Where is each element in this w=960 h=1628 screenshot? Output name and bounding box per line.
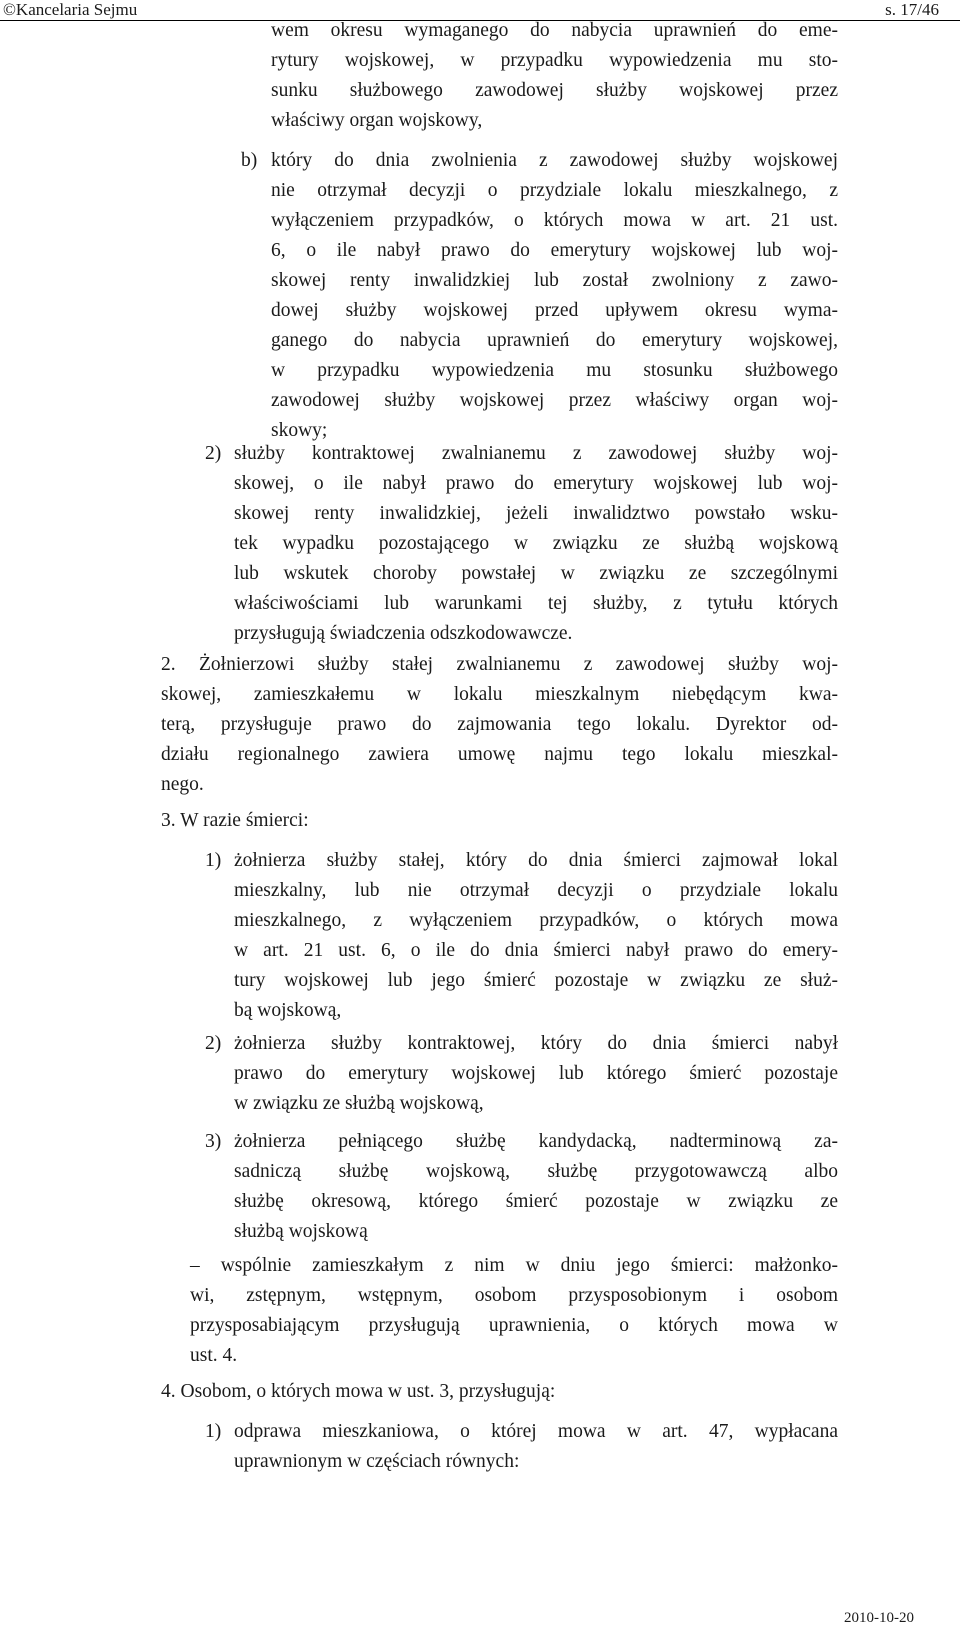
text-line: w przypadku wypowiedzenia mu stosunku służbowego bbox=[271, 360, 838, 381]
text-line: w związku ze służbą wojskową, bbox=[234, 1093, 484, 1114]
text-line: skowej renty inwalidzkiej lub został zwolniony z zawo- bbox=[271, 270, 838, 291]
text-line: służby kontraktowej zwalnianemu z zawodowej służby woj- bbox=[234, 443, 838, 464]
text-line: przysługują świadczenia odszkodowawcze. bbox=[234, 623, 573, 644]
text-line: 3. W razie śmierci: bbox=[161, 810, 309, 831]
paragraph-3-closing bbox=[190, 1251, 838, 1371]
text-line: – wspólnie zamieszkałym z nim w dniu jego śmierci: małżonko- bbox=[190, 1255, 838, 1276]
text-line: skowy; bbox=[271, 420, 328, 441]
text-line: wyłączeniem przypadków, o których mowa w art. 21 ust. bbox=[271, 210, 838, 231]
header-page-number: s. 17/46 bbox=[885, 0, 939, 19]
list-item-b bbox=[271, 146, 838, 446]
text-line: skowej, o ile nabył prawo do emerytury wojskowej lub woj- bbox=[234, 473, 838, 494]
text-line: 2. Żołnierzowi służby stałej zwalnianemu z zawodowej służby woj- bbox=[161, 654, 838, 675]
text-line: żołnierza pełniącego służbę kandydacką, nadterminową za- bbox=[234, 1131, 838, 1152]
text-line: żołnierza służby stałej, który do dnia śmierci zajmował lokal bbox=[234, 850, 838, 871]
text-line: żołnierza służby kontraktowej, który do dnia śmierci nabył bbox=[234, 1033, 838, 1054]
text-line: wi, zstępnym, wstępnym, osobom przysposobionym i osobom bbox=[190, 1285, 838, 1306]
text-line: lub wskutek choroby powstałej w związku ze szczególnymi bbox=[234, 563, 838, 584]
paragraph-2 bbox=[161, 650, 838, 800]
list-item-2-first bbox=[234, 439, 838, 649]
text-line: 6, o ile nabył prawo do emerytury wojskowej lub woj- bbox=[271, 240, 838, 261]
list-marker-3: 3) bbox=[205, 1131, 222, 1152]
text-line: ganego do nabycia uprawnień do emerytury wojskowej, bbox=[271, 330, 838, 351]
text-line: służbę okresową, którego śmierć pozostaje w związku ze bbox=[234, 1191, 838, 1212]
text-line: służbą wojskową bbox=[234, 1221, 368, 1242]
text-line: w art. 21 ust. 6, o ile do dnia śmierci nabył prawo do emery- bbox=[234, 940, 838, 961]
list-marker-2-first: 2) bbox=[205, 443, 222, 464]
list-marker-b: b) bbox=[241, 150, 258, 171]
list-item-1-second bbox=[234, 1417, 838, 1477]
paragraph-4-heading bbox=[161, 1377, 838, 1407]
header-copyright: ©Kancelaria Sejmu bbox=[3, 0, 138, 19]
list-marker-1: 1) bbox=[205, 850, 222, 871]
list-marker-1-second: 1) bbox=[205, 1421, 222, 1442]
paragraph-3-heading bbox=[161, 806, 838, 836]
text-line: mieszkalny, lub nie otrzymał decyzji o przydziale lokalu bbox=[234, 880, 838, 901]
text-line: przysposabiającym przysługują uprawnienia, o których mowa w bbox=[190, 1315, 838, 1336]
paragraph-continuation bbox=[271, 16, 838, 136]
list-marker-2-second: 2) bbox=[205, 1033, 222, 1054]
text-line: uprawnionym w częściach równych: bbox=[234, 1451, 520, 1472]
text-line: nie otrzymał decyzji o przydziale lokalu mieszkalnego, z bbox=[271, 180, 838, 201]
text-line: prawo do emerytury wojskowej lub którego śmierć pozostaje bbox=[234, 1063, 838, 1084]
text-line: odprawa mieszkaniowa, o której mowa w art. 47, wypłacana bbox=[234, 1421, 838, 1442]
text-line: który do dnia zwolnienia z zawodowej służby wojskowej bbox=[271, 150, 838, 171]
footer-date: 2010-10-20 bbox=[844, 1610, 914, 1626]
text-line: tury wojskowej lub jego śmierć pozostaje w związku ze służ- bbox=[234, 970, 838, 991]
text-line: sunku służbowego zawodowej służby wojskowej przez bbox=[271, 80, 838, 101]
text-line: mieszkalnego, z wyłączeniem przypadków, o których mowa bbox=[234, 910, 838, 931]
text-line: sadniczą służbę wojskową, służbę przygotowawczą albo bbox=[234, 1161, 838, 1182]
list-item-2-second bbox=[234, 1029, 838, 1119]
text-line: bą wojskową, bbox=[234, 1000, 342, 1021]
text-line: działu regionalnego zawiera umowę najmu tego lokalu mieszkal- bbox=[161, 744, 838, 765]
text-line: skowej, zamieszkałemu w lokalu mieszkalnym niebędącym kwa- bbox=[161, 684, 838, 705]
text-line: wem okresu wymaganego do nabycia uprawnień do eme- bbox=[271, 20, 838, 41]
text-line: tek wypadku pozostającego w związku ze służbą wojskową bbox=[234, 533, 838, 554]
text-line: właściwościami lub warunkami tej służby, z tytułu których bbox=[234, 593, 838, 614]
text-line: zawodowej służby wojskowej przez właściwy organ woj- bbox=[271, 390, 838, 411]
text-line: ust. 4. bbox=[190, 1345, 238, 1366]
text-line: terą, przysługuje prawo do zajmowania tego lokalu. Dyrektor od- bbox=[161, 714, 838, 735]
text-line: rytury wojskowej, w przypadku wypowiedzenia mu sto- bbox=[271, 50, 838, 71]
list-item-3 bbox=[234, 1127, 838, 1247]
text-line: 4. Osobom, o których mowa w ust. 3, przysługują: bbox=[161, 1381, 556, 1402]
text-line: skowej renty inwalidzkiej, jeżeli inwalidztwo powstało wsku- bbox=[234, 503, 838, 524]
text-line: właściwy organ wojskowy, bbox=[271, 110, 483, 131]
list-item-1 bbox=[234, 846, 838, 1026]
text-line: dowej służby wojskowej przed upływem okresu wyma- bbox=[271, 300, 838, 321]
text-line: nego. bbox=[161, 774, 204, 795]
